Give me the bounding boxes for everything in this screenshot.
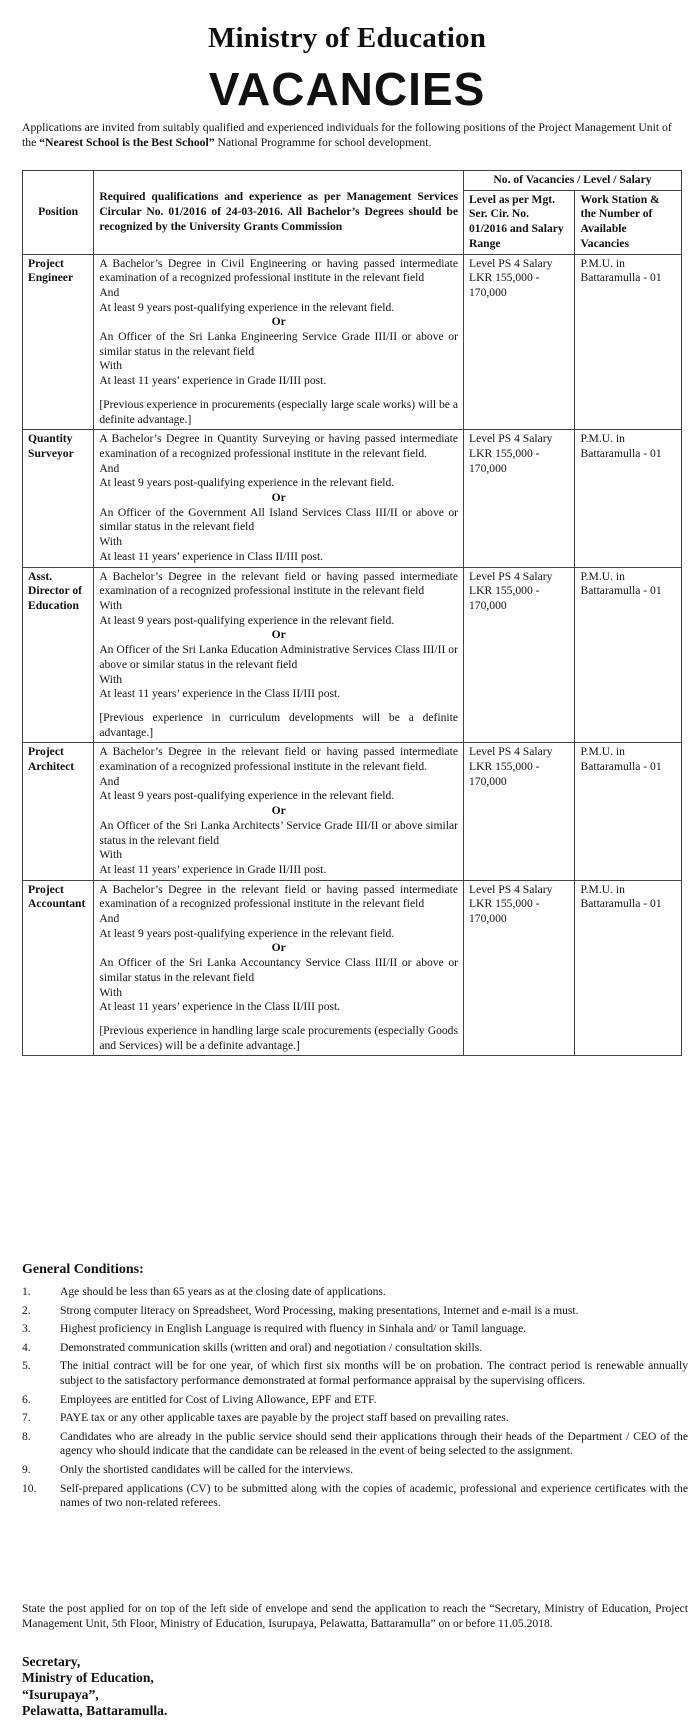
- intro-text-2: National Programme for school development.: [214, 135, 432, 149]
- page-title: VACANCIES: [208, 63, 486, 115]
- intro-text-1: Applications are invited from suitably qualified and experienced individuals for the following positions of the Project Management Unit of the: [22, 121, 672, 149]
- level-salary: Level PS 4 Salary LKR 155,000 - 170,000: [463, 880, 575, 1056]
- level-salary: Level PS 4 Salary LKR 155,000 - 170,000: [463, 743, 575, 880]
- requirements: [94, 743, 464, 880]
- requirement-line: With: [99, 985, 123, 999]
- header-vacancies-group: No. of Vacancies / Level / Salary: [463, 171, 681, 191]
- requirement-line: At least 11 years’ experience in Grade II/III post.: [99, 862, 327, 876]
- signature-line: Pelawatta, Battaramulla.: [22, 1703, 168, 1719]
- requirement-line: At least 11 years’ experience in Grade II/III post.: [99, 374, 327, 388]
- header-station: Work Station & the Number of Available Vacancies: [575, 190, 682, 254]
- condition-item: [22, 1411, 688, 1426]
- condition-number: 7.: [22, 1411, 31, 1425]
- work-station: P.M.U. in Battaramulla - 01: [575, 254, 682, 430]
- requirement-line: At least 9 years post-qualifying experience in the relevant field.: [99, 476, 395, 490]
- ministry-heading: Ministry of Education: [207, 22, 487, 54]
- requirement-line: A Bachelor’s Degree in Quantity Surveying or having passed intermediate examination of a recognized professional institute in the relevant field.: [99, 432, 458, 460]
- or-separator: Or: [271, 941, 286, 955]
- requirement-line: With: [99, 848, 123, 862]
- requirement-line: A Bachelor’s Degree in the relevant field or having passed intermediate examination of a recognized professional institute in the relevant field.: [99, 745, 458, 774]
- level-salary: Level PS 4 Salary LKR 155,000 - 170,000: [463, 567, 575, 743]
- vacancy-row: [23, 254, 682, 430]
- programme-name: “Nearest School is the Best School”: [39, 135, 215, 149]
- requirement-line: An Officer of the Government All Island Services Class III/II or above or similar status in the relevant field: [99, 505, 458, 534]
- condition-text: Age should be less than 65 years as at the closing date of applications.: [60, 1285, 386, 1298]
- vacancy-row: [23, 880, 682, 1056]
- condition-text: Candidates who are already in the public service should send their applications through their heads of the Department / CEO of the agency who should indicate that the candidate can be released in the event of being selected to the assignment.: [60, 1429, 688, 1458]
- or-separator: Or: [271, 804, 286, 818]
- condition-text: The initial contract will be for one year, of which first six months will be on probation. The contract period is renewable annually subject to the satisfactory performance demonstrated at formal performance appraisal by the supervising officers.: [60, 1359, 688, 1387]
- condition-number: 10.: [22, 1481, 37, 1495]
- condition-number: 5.: [22, 1359, 31, 1373]
- requirement-line: At least 11 years’ experience in the Class II/III post.: [99, 1000, 341, 1014]
- requirements: [94, 430, 464, 567]
- requirement-line: With: [99, 535, 123, 549]
- vacancy-row: [23, 567, 682, 743]
- position-name: Project Accountant: [23, 880, 94, 1056]
- header-requirements: Required qualifications and experience as per Management Services Circular No. 01/2016 of 24-03-2016. All Bachelor’s Degrees should be recognized by the University Grants Commission: [94, 171, 464, 255]
- condition-number: 3.: [22, 1322, 31, 1336]
- requirement-line: And: [99, 285, 120, 299]
- condition-number: 9.: [22, 1462, 31, 1476]
- level-salary: Level PS 4 Salary LKR 155,000 - 170,000: [463, 430, 575, 567]
- condition-text: Strong computer literacy on Spreadsheet, Word Processing, making presentations, Internet and e-mail is a must.: [60, 1303, 579, 1317]
- condition-item: [22, 1322, 688, 1337]
- position-name: Project Engineer: [23, 254, 94, 430]
- condition-item: [22, 1285, 688, 1300]
- condition-item: [22, 1482, 688, 1511]
- condition-text: PAYE tax or any other applicable taxes are payable by the project staff based on prevailing rates.: [60, 1411, 509, 1425]
- requirement-line: An Officer of the Sri Lanka Education Administrative Services Class III/II or above or similar status in the relevant field: [99, 643, 458, 671]
- condition-text: Employees are entitled for Cost of Living Allowance, EPF and ETF.: [60, 1392, 377, 1406]
- or-separator: Or: [271, 491, 286, 505]
- requirement-line: At least 11 years’ experience in Class II/III post.: [99, 549, 324, 563]
- condition-text: Only the shortisted candidates will be called for the interviews.: [60, 1462, 353, 1476]
- requirement-line: At least 11 years’ experience in the Class II/III post.: [99, 687, 341, 701]
- requirement-line: An Officer of the Sri Lanka Engineering Service Grade III/II or above or similar status in the relevant field: [99, 330, 458, 358]
- condition-item: [22, 1341, 688, 1356]
- condition-number: 4.: [22, 1340, 31, 1354]
- work-station: P.M.U. in Battaramulla - 01: [575, 567, 682, 743]
- condition-number: 2.: [22, 1303, 31, 1317]
- vacancy-row: [23, 743, 682, 880]
- requirement-line: A Bachelor’s Degree in Civil Engineering or having passed intermediate examination of a recognized professional institute in the relevant field: [99, 256, 458, 285]
- or-separator: Or: [271, 315, 286, 329]
- condition-item: [22, 1393, 688, 1408]
- requirements: [94, 254, 464, 430]
- condition-text: Self-prepared applications (CV) to be submitted along with the copies of academic, professional and experience certificates with the names of two non-related referees.: [60, 1481, 688, 1510]
- requirement-line: With: [99, 672, 123, 686]
- application-instructions: State the post applied for on top of the left side of envelope and send the application to reach the “Secretary, Ministry of Education, Project Management Unit, 5th Floor, Ministry of Education, Isurupaya, Pelawatta, Battaramulla” on or before 11.05.2018.: [22, 1602, 688, 1630]
- condition-item: [22, 1304, 688, 1319]
- requirement-line: And: [99, 774, 120, 788]
- requirement-line: With: [99, 359, 123, 373]
- condition-number: 6.: [22, 1392, 31, 1406]
- condition-item: [22, 1430, 688, 1459]
- work-station: P.M.U. in Battaramulla - 01: [575, 430, 682, 567]
- condition-text: Demonstrated communication skills (written and oral) and negotiation / consultation skills.: [60, 1340, 483, 1354]
- requirement-line: At least 9 years post-qualifying experience in the relevant field.: [99, 613, 395, 627]
- requirements: [94, 880, 464, 1056]
- advantage-note: [Previous experience in procurements (especially large scale works) will be a definite advantage.]: [99, 397, 458, 426]
- condition-number: 1.: [22, 1285, 31, 1298]
- position-name: Asst. Director of Education: [23, 567, 94, 743]
- advantage-note: [Previous experience in handling large scale procurements (especially Goods and Services) will be a definite advantage.]: [99, 1023, 458, 1052]
- requirement-line: A Bachelor’s Degree in the relevant field or having passed intermediate examination of a recognized professional institute in the relevant field: [99, 882, 458, 911]
- requirement-line: A Bachelor’s Degree in the relevant field or having passed intermediate examination of a recognized professional institute in the relevant field: [99, 569, 458, 598]
- signature-line: Ministry of Education,: [22, 1670, 154, 1686]
- requirement-line: An Officer of the Sri Lanka Accountancy Service Class III/II or above or similar status in the relevant field: [99, 956, 458, 984]
- condition-item: [22, 1359, 688, 1388]
- signature-line: “Isurupaya”,: [22, 1686, 99, 1702]
- work-station: P.M.U. in Battaramulla - 01: [575, 743, 682, 880]
- general-conditions-list: [22, 1285, 688, 1515]
- general-conditions-title: General Conditions:: [22, 1262, 144, 1277]
- requirement-line: At least 9 years post-qualifying experience in the relevant field.: [99, 789, 395, 803]
- requirement-line: And: [99, 912, 120, 926]
- requirement-line: At least 9 years post-qualifying experience in the relevant field.: [99, 300, 395, 314]
- header-position: Position: [23, 171, 94, 255]
- requirement-line: With: [99, 598, 123, 612]
- or-separator: Or: [271, 628, 286, 642]
- vacancy-row: [23, 430, 682, 567]
- condition-number: 8.: [22, 1429, 31, 1443]
- vacancies-table-body: [23, 254, 682, 1056]
- requirements: [94, 567, 464, 743]
- intro-paragraph: [22, 121, 688, 150]
- position-name: Quantity Surveyor: [23, 430, 94, 567]
- position-name: Project Architect: [23, 743, 94, 880]
- condition-text: Highest proficiency in English Language is required with fluency in Sinhala and/ or Tamil language.: [60, 1322, 527, 1336]
- level-salary: Level PS 4 Salary LKR 155,000 - 170,000: [463, 254, 575, 430]
- signature-line: Secretary,: [22, 1654, 81, 1669]
- requirement-line: And: [99, 461, 120, 475]
- requirement-line: At least 9 years post-qualifying experience in the relevant field.: [99, 926, 395, 940]
- signature-block: [22, 1654, 167, 1720]
- work-station: P.M.U. in Battaramulla - 01: [575, 880, 682, 1056]
- advantage-note: [Previous experience in curriculum developments will be a definite advantage.]: [99, 710, 458, 739]
- requirement-line: An Officer of the Sri Lanka Architects’ Service Grade III/II or above similar status in the relevant field: [99, 818, 458, 847]
- vacancies-table: [22, 170, 682, 1056]
- condition-item: [22, 1463, 688, 1478]
- header-level: Level as per Mgt. Ser. Cir. No. 01/2016 and Salary Range: [463, 190, 575, 254]
